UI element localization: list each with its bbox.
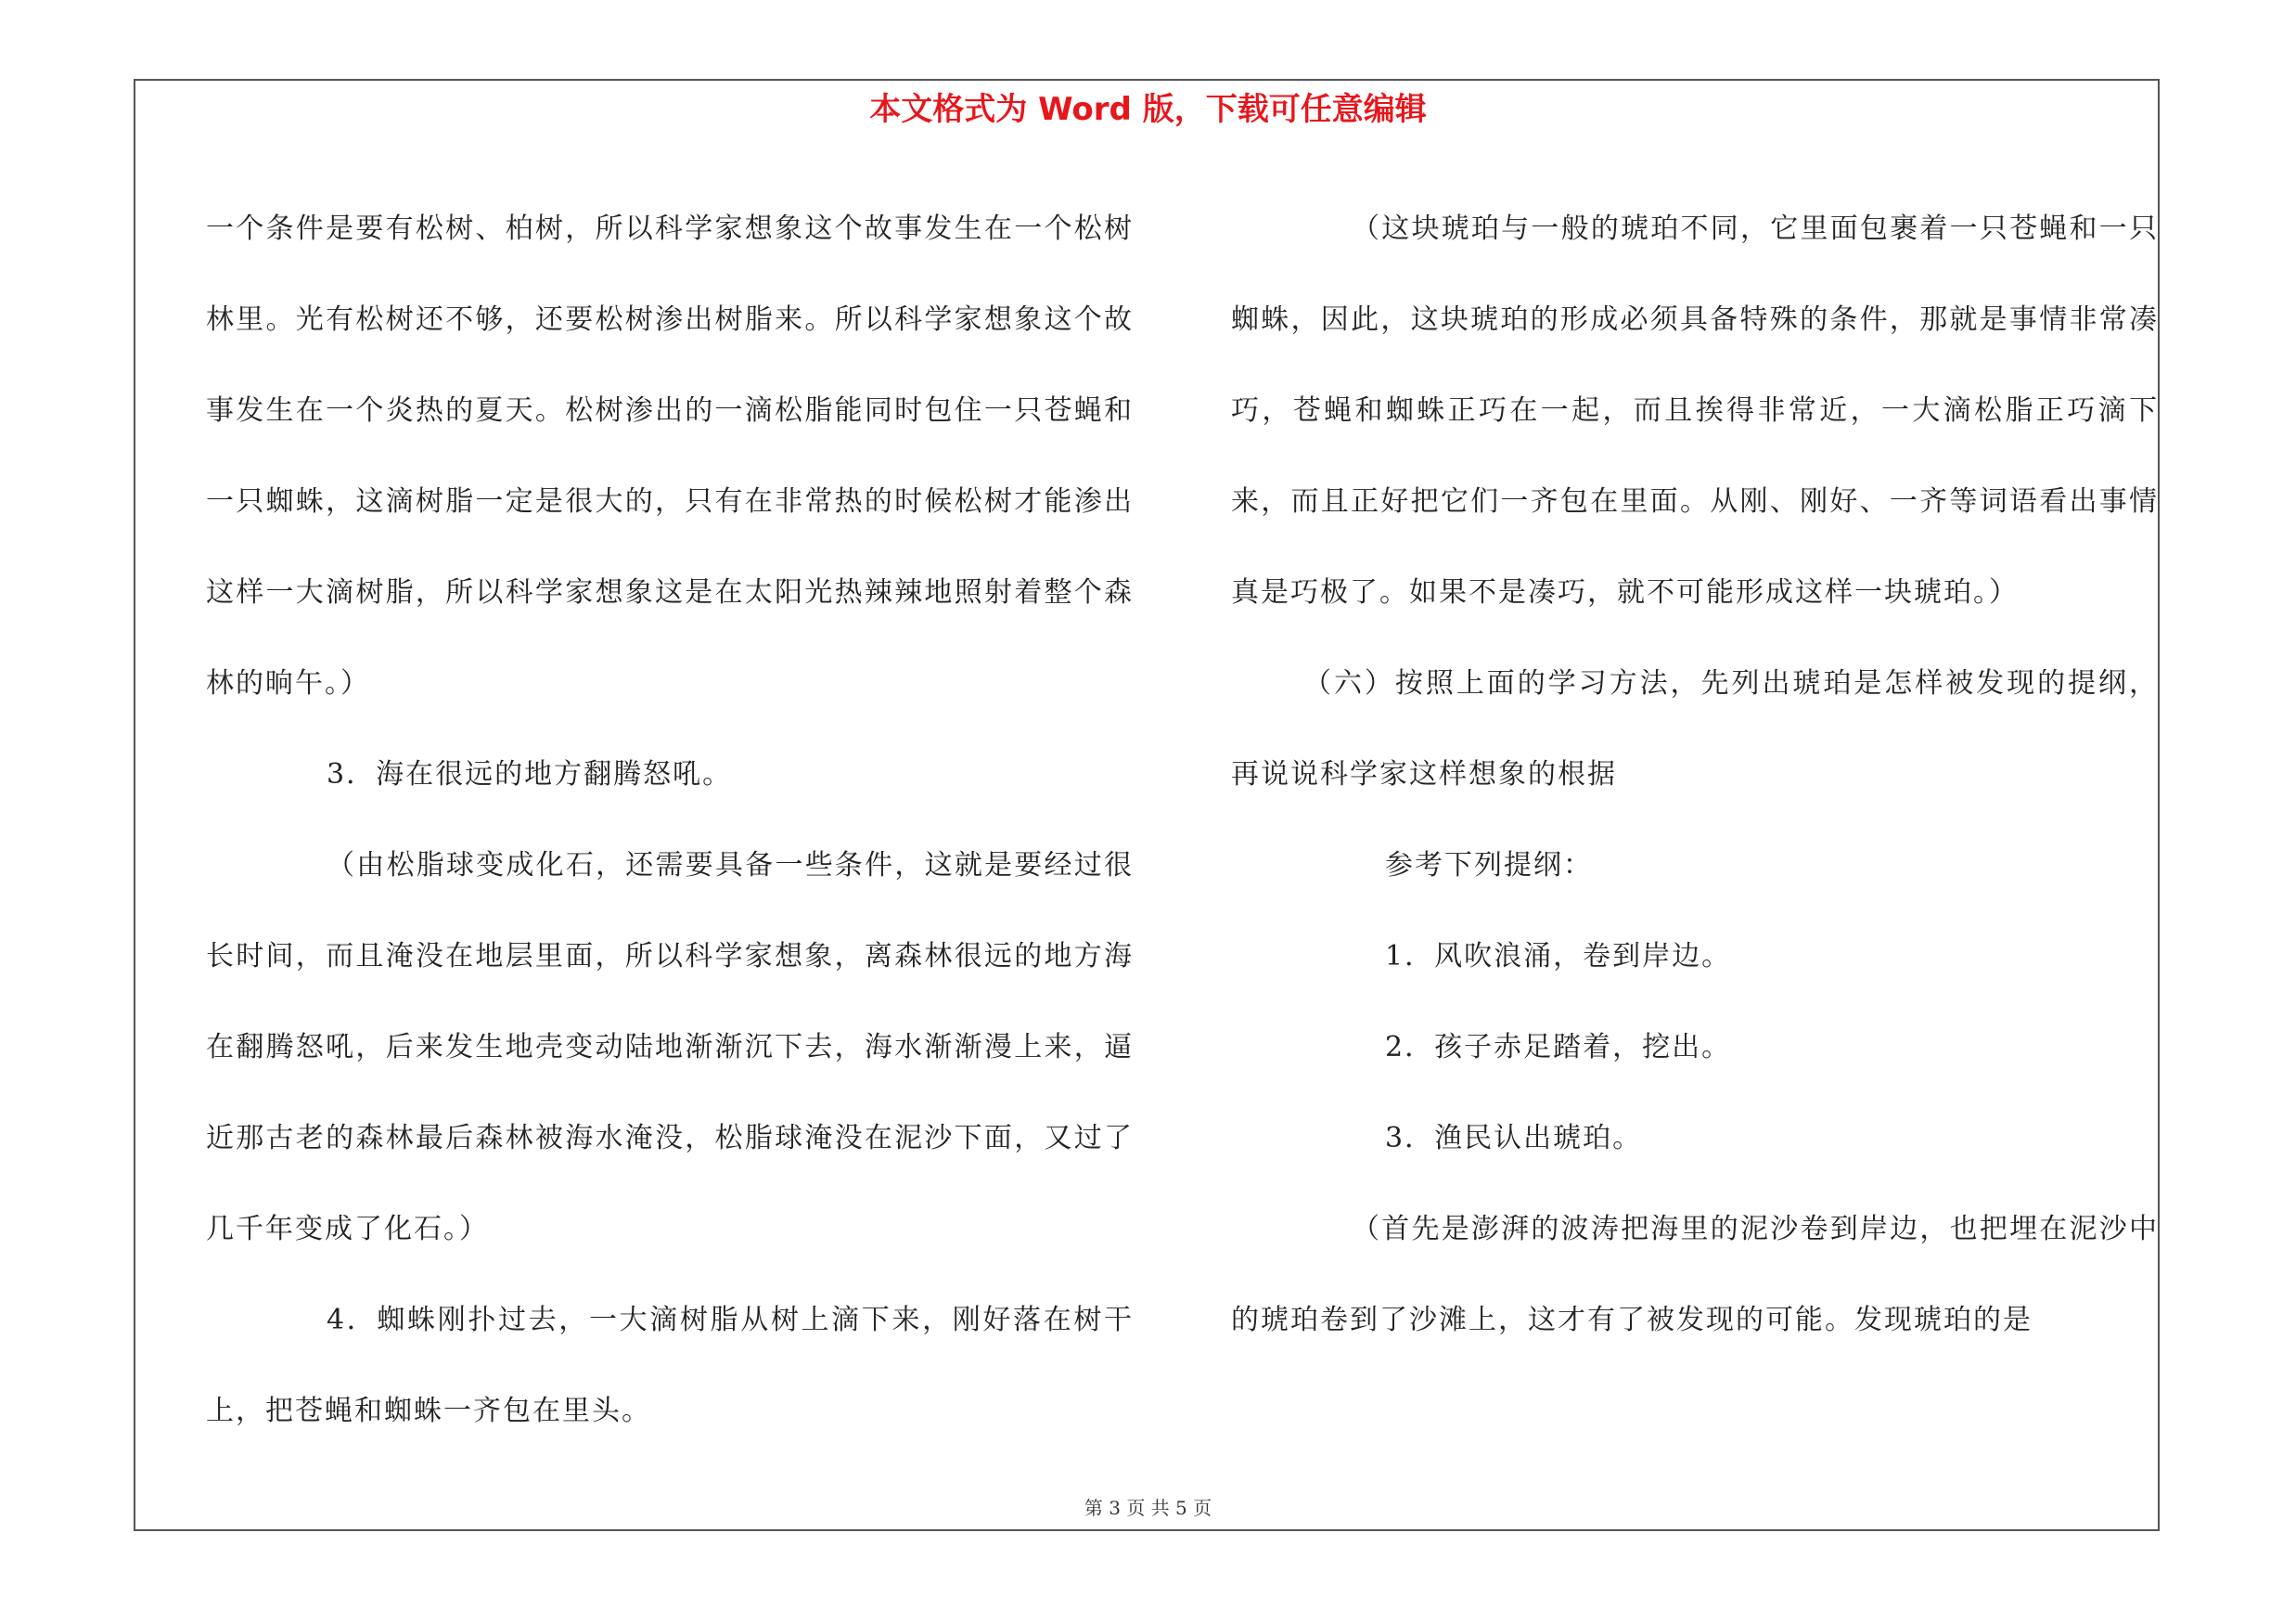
paragraph: （六）按照上面的学习方法，先列出琥珀是怎样被发现的提纲，再说说科学家这样想象的根据 xyxy=(1231,667,2159,791)
left-column xyxy=(206,184,1134,1457)
list-item: 2．孩子赤足踏着，挖出。 xyxy=(1385,1031,1732,1063)
paragraph: 参考下列提纲： xyxy=(1385,849,1593,882)
paragraph: （首先是澎湃的波涛把海里的泥沙卷到岸边，也把埋在泥沙中的琥珀卷到了沙滩上，这才有了被发现的可能。发现琥珀的是 xyxy=(1231,1213,2159,1336)
header-banner: 本文格式为 Word 版，下载可任意编辑 xyxy=(869,91,1427,128)
page-number: 第 3 页 共 5 页 xyxy=(1084,1497,1212,1519)
paragraph: 一个条件是要有松树、柏树，所以科学家想象这个故事发生在一个松树林里。光有松树还不够，还要松树渗出树脂来。所以科学家想象这个故事发生在一个炎热的夏天。松树渗出的一滴松脂能同时包住一只苍蝇和一只蜘蛛，这滴树脂一定是很大的，只有在非常热的时候松树才能渗出这样一大滴树脂，所以科学家想象这是在太阳光热辣辣地照射着整个森林的晌午。） xyxy=(206,213,1134,700)
list-item: 1．风吹浪涌，卷到岸边。 xyxy=(1385,940,1732,973)
paragraph: （这块琥珀与一般的琥珀不同，它里面包裹着一只苍蝇和一只蜘蛛，因此，这块琥珀的形成必须具备特殊的条件，那就是事情非常凑巧，苍蝇和蜘蛛正巧在一起，而且挨得非常近，一大滴松脂正巧滴下来，而且正好把它们一齐包在里面。从刚、刚好、一齐等词语看出事情真是巧极了。如果不是凑巧，就不可能形成这样一块琥珀。） xyxy=(1231,213,2159,609)
right-column xyxy=(1231,184,2159,1366)
paragraph: （由松脂球变成化石，还需要具备一些条件，这就是要经过很长时间，而且淹没在地层里面，所以科学家想象，离森林很远的地方海在翻腾怒吼，后来发生地壳变动陆地渐渐沉下去，海水渐渐漫上来，逼近那古老的森林最后森林被海水淹没，松脂球淹没在泥沙下面，又过了几千年变成了化石。） xyxy=(206,849,1134,1245)
list-item: 4．蜘蛛刚扑过去，一大滴树脂从树上滴下来，刚好落在树干上，把苍蝇和蜘蛛一齐包在里头。 xyxy=(206,1304,1134,1427)
list-item: 3．渔民认出琥珀。 xyxy=(1385,1122,1643,1154)
list-item: 3．海在很远的地方翻腾怒吼。 xyxy=(327,758,733,791)
